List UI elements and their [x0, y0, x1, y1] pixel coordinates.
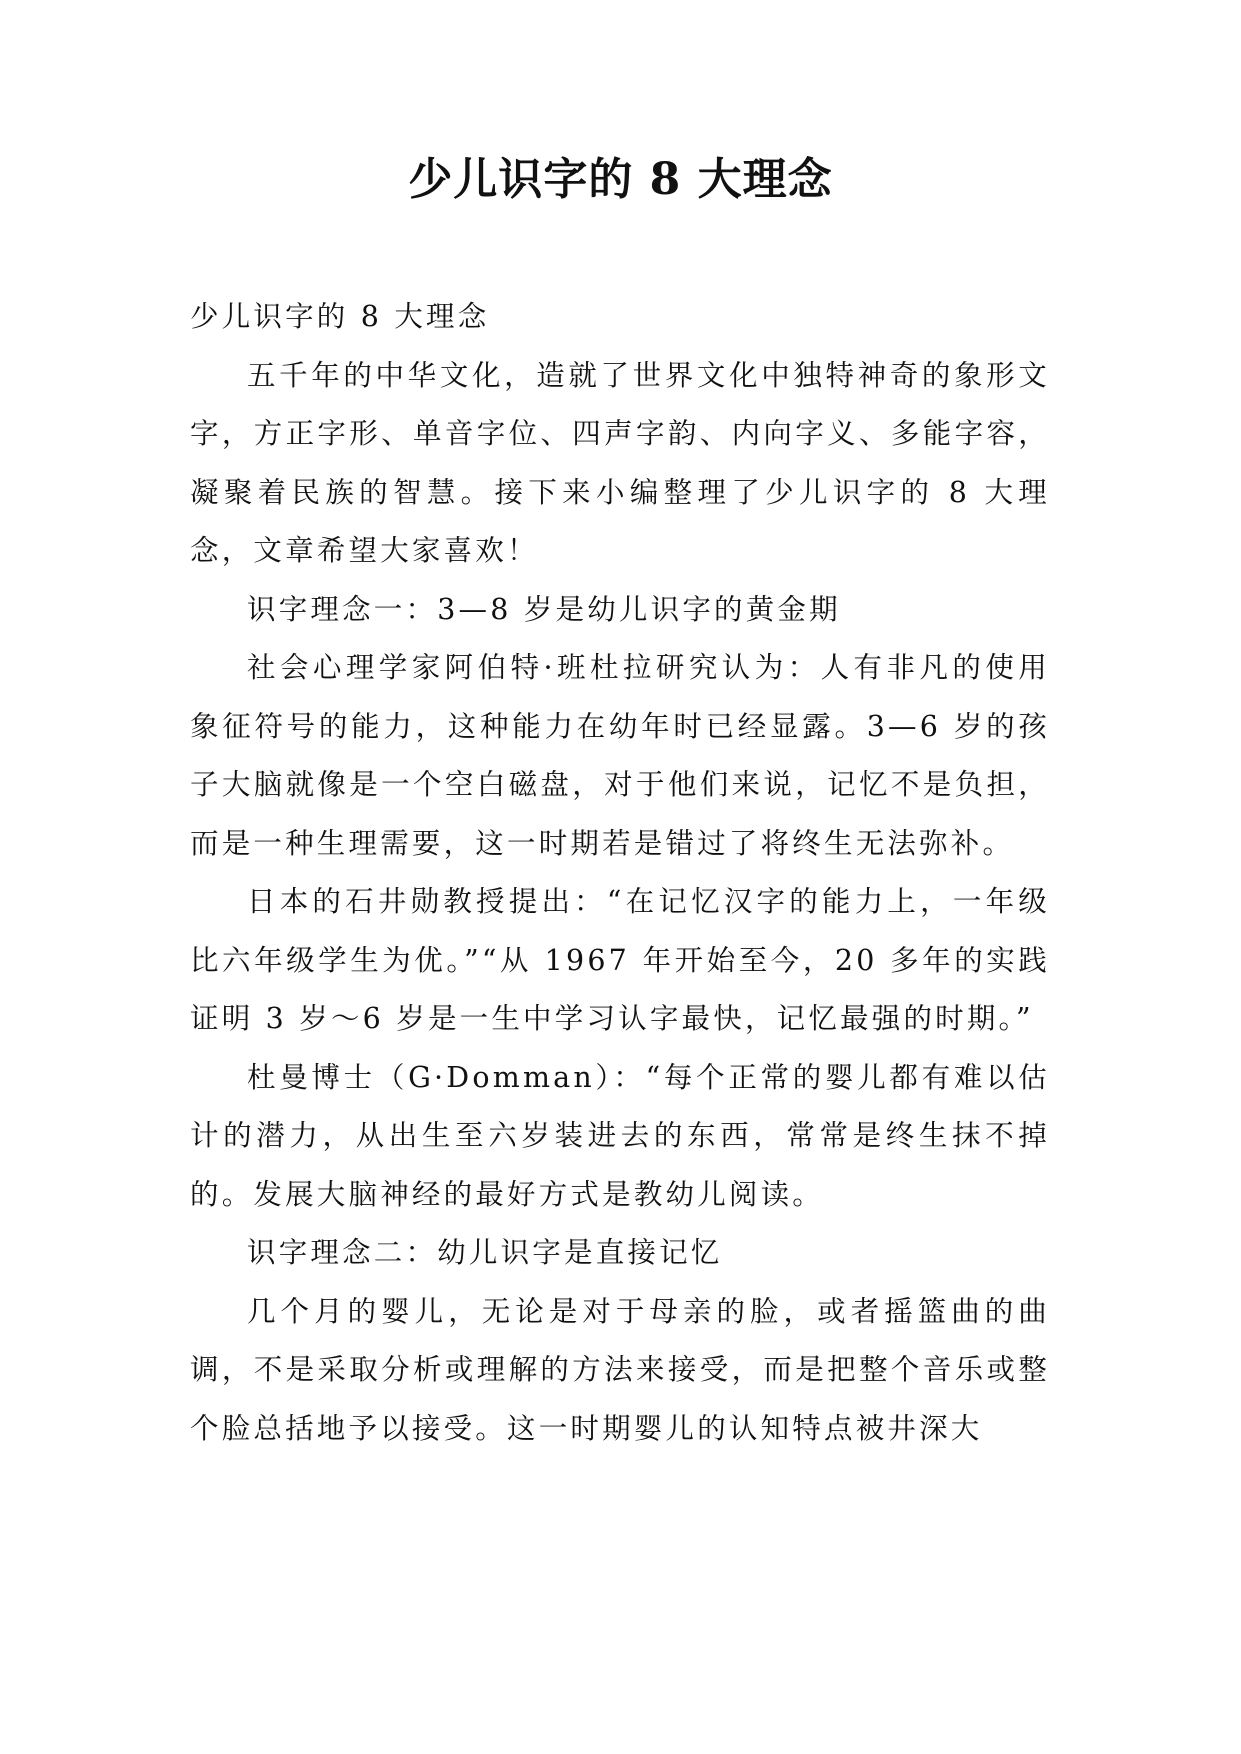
concept-one-heading: 识字理念一：3—8 岁是幼儿识字的黄金期	[247, 592, 841, 626]
ishii-paragraph: 日本的石井勋教授提出：“在记忆汉字的能力上，一年级比六年级学生为优。”“从 1967 年开始至今，20 多年的实践证明 3 岁～6 岁是一生中学习认字最快，记忆最强的时期。”	[190, 885, 1050, 1035]
intro-paragraph: 五千年的中华文化，造就了世界文化中独特神奇的象形文字，方正字形、单音字位、四声字韵、内向字义、多能字容，凝聚着民族的智慧。接下来小编整理了少儿识字的 8 大理念，文章希望大家喜欢！	[190, 358, 1050, 567]
infant-paragraph: 几个月的婴儿，无论是对于母亲的脸，或者摇篮曲的曲调，不是采取分析或理解的方法来接受，而是把整个音乐或整个脸总括地予以接受。这一时期婴儿的认知特点被井深大	[190, 1294, 1050, 1445]
document-body	[190, 288, 1050, 1458]
domman-paragraph: 杜曼博士（G·Domman）：“每个正常的婴儿都有难以估计的潜力，从出生至六岁装进去的东西，常常是终生抹不掉的。发展大脑神经的最好方式是教幼儿阅读。	[190, 1060, 1050, 1211]
bandura-paragraph: 社会心理学家阿伯特·班杜拉研究认为：人有非凡的使用象征符号的能力，这种能力在幼年时已经显露。3—6 岁的孩子大脑就像是一个空白磁盘，对于他们来说，记忆不是负担，而是一种生理需要，这一时期若是错过了将终生无法弥补。	[190, 651, 1050, 860]
document-title: 少儿识字的 8 大理念	[408, 154, 833, 205]
concept-two-heading: 识字理念二：幼儿识字是直接记忆	[247, 1236, 723, 1269]
subtitle-paragraph: 少儿识字的 8 大理念	[190, 300, 490, 333]
